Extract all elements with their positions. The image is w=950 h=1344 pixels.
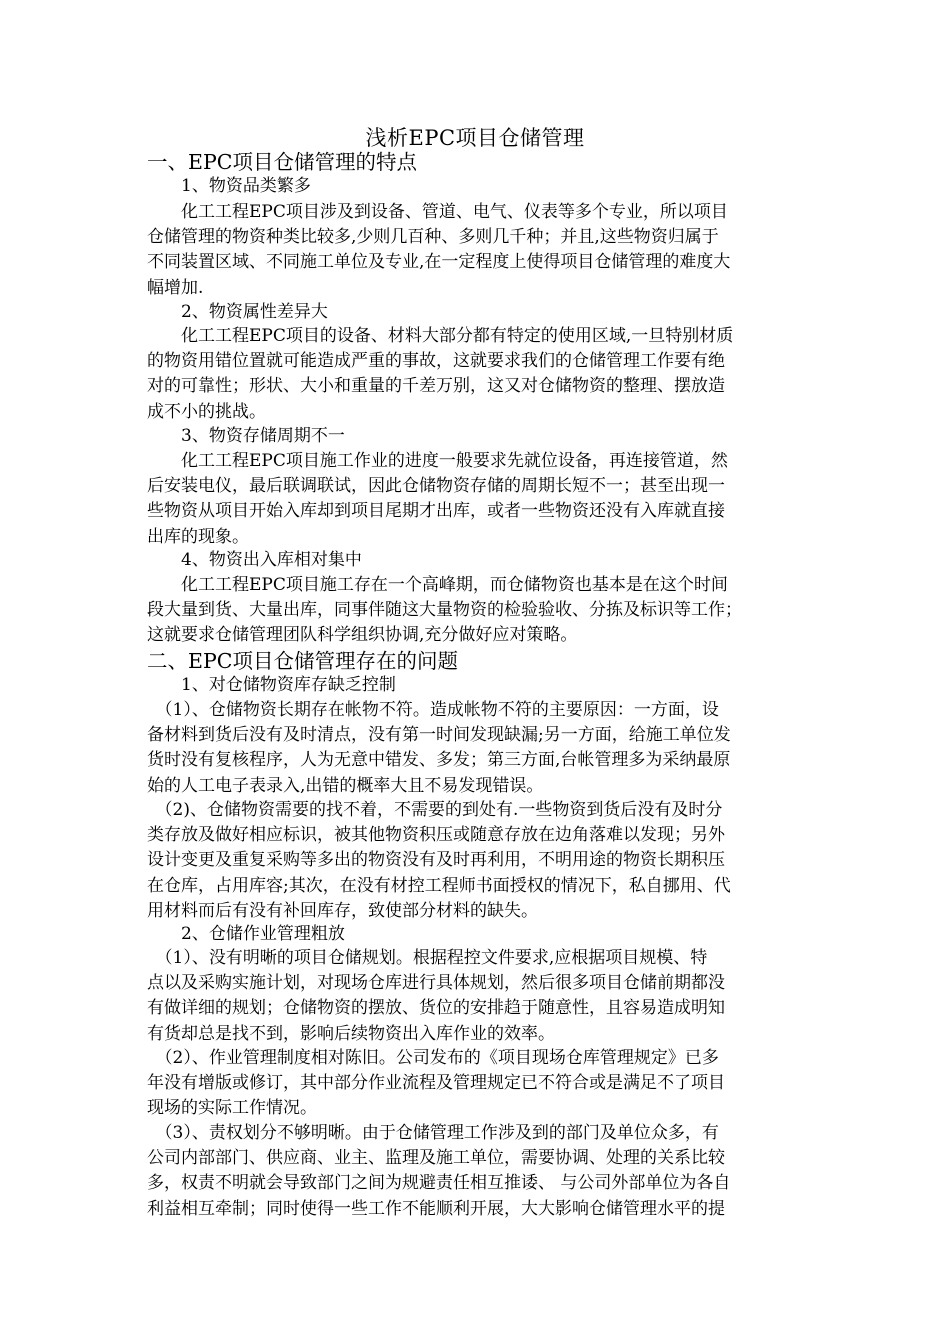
section-1-item-4-heading: 4、物资出入库相对集中	[181, 550, 362, 570]
section-2-item-1-paragraph-2	[147, 798, 815, 924]
paragraph-line: 点以及采购实施计划，对现场仓库进行具体规划，然后很多项目仓储前期都没	[147, 973, 725, 994]
paragraph-line: （2）、作业管理制度相对陈旧。公司发布的《项目现场仓库管理规定》已多	[147, 1048, 719, 1068]
paragraph-line: 多，权责不明就会导致部门之间为规避责任相互推诿、 与公司外部单位为各自	[147, 1173, 731, 1194]
paragraph-line: 化工工程EPC项目施工存在一个高峰期，而仓储物资也基本是在这个时间	[147, 575, 728, 595]
section-2-heading: 二、EPC项目仓储管理存在的问题	[147, 649, 458, 673]
section-2-item-2-paragraph-3	[147, 1121, 815, 1222]
paragraph-line: 不同装置区域、不同施工单位及专业,在一定程度上使得项目仓储管理的难度大	[147, 252, 731, 273]
paragraph-line: 仓储管理的物资种类比较多,少则几百种、多则几千种；并且,这些物资归属于	[147, 227, 719, 248]
section-1-item-2-heading: 2、物资属性差异大	[181, 302, 328, 322]
paragraph-line: 化工工程EPC项目涉及到设备、管道、电气、仪表等多个专业，所以项目	[147, 202, 728, 222]
section-1-item-3-paragraph	[147, 449, 815, 550]
paragraph-line: （3）、责权划分不够明晰。由于仓储管理工作涉及到的部门及单位众多，有	[147, 1123, 719, 1143]
section-2-item-1-paragraph-1	[147, 698, 815, 799]
section-1-item-2-paragraph	[147, 324, 815, 425]
paragraph-line: （2)、仓储物资需要的找不着，不需要的到处有.一些物资到货后没有及时分	[147, 800, 723, 820]
paragraph-line: 类存放及做好相应标识，被其他物资积压或随意存放在边角落难以发现；另外	[147, 825, 725, 846]
paragraph-line: 用材料而后有没有补回库存，致使部分材料的缺失。	[147, 900, 538, 921]
section-1-heading: 一、EPC项目仓储管理的特点	[147, 150, 417, 174]
paragraph-line: 这就要求仓储管理团队科学组织协调,充分做好应对策略。	[147, 625, 578, 646]
paragraph-line: 对的可靠性；形状、大小和重量的千差万别，这又对仓储物资的整理、摆放造	[147, 376, 725, 397]
paragraph-line: 有做详细的规划；仓储物资的摆放、货位的安排趋于随意性，且容易造成明知	[147, 998, 725, 1019]
paragraph-line: 公司内部部门、供应商、业主、监理及施工单位，需要协调、处理的关系比较	[147, 1148, 725, 1169]
paragraph-line: 化工工程EPC项目的设备、材料大部分都有特定的使用区域,一旦特别材质	[147, 326, 734, 346]
section-1-item-1-heading: 1、物资品类繁多	[181, 176, 311, 196]
section-1-item-1-paragraph	[147, 200, 815, 301]
paragraph-line: 始的人工电子表录入,出错的概率大且不易发现错误。	[147, 775, 544, 796]
section-1-item-3-heading: 3、物资存储周期不一	[181, 426, 345, 446]
paragraph-line: 有货却总是找不到，影响后续物资出入库作业的效率。	[147, 1023, 555, 1044]
section-2-item-2-heading: 2、仓储作业管理粗放	[181, 924, 345, 944]
section-2-item-2-paragraph-1	[147, 946, 815, 1047]
paragraph-line: （1）、仓储物资长期存在帐物不符。造成帐物不符的主要原因：一方面，设	[147, 700, 719, 720]
paragraph-line: 现场的实际工作情况。	[147, 1098, 317, 1119]
paragraph-line: 利益相互牵制；同时使得一些工作不能顺利开展，大大影响仓储管理水平的提	[147, 1198, 725, 1219]
paragraph-line: 后安装电仪，最后联调联试，因此仓储物资存储的周期长短不一；甚至出现一	[147, 476, 725, 497]
paragraph-line: 成不小的挑战。	[147, 401, 266, 422]
paragraph-line: 的物资用错位置就可能造成严重的事故，这就要求我们的仓储管理工作要有绝	[147, 351, 725, 372]
paragraph-line: 化工工程EPC项目施工作业的进度一般要求先就位设备，再连接管道，然	[147, 451, 728, 471]
paragraph-line: 设计变更及重复采购等多出的物资没有及时再利用，不明用途的物资长期积压	[147, 850, 725, 871]
paragraph-line: 备材料到货后没有及时清点，没有第一时间发现缺漏;另一方面，给施工单位发	[147, 725, 731, 746]
section-2-item-2-paragraph-2	[147, 1046, 815, 1122]
paragraph-line: 段大量到货、大量出库，同事伴随这大量物资的检验验收、分拣及标识等工作；	[147, 600, 742, 621]
section-1-item-4-paragraph	[147, 573, 815, 649]
paragraph-line: 些物资从项目开始入库却到项目尾期才出库，或者一些物资还没有入库就直接	[147, 501, 725, 522]
paragraph-line: 在仓库，占用库容;其次，在没有材控工程师书面授权的情况下，私自挪用、代	[147, 875, 731, 896]
paragraph-line: 货时没有复核程序，人为无意中错发、多发；第三方面,台帐管理多为采纳最原	[147, 750, 731, 771]
paragraph-line: 幅增加.	[147, 277, 204, 298]
paragraph-line: 年没有增版或修订，其中部分作业流程及管理规定已不符合或是满足不了项目	[147, 1073, 725, 1094]
paragraph-line: 出库的现象。	[147, 526, 249, 547]
section-2-item-1-heading: 1、对仓储物资库存缺乏控制	[181, 675, 396, 695]
paragraph-line: （1）、没有明晰的项目仓储规划。根据程控文件要求,应根据项目规模、特	[147, 948, 708, 968]
document-title: 浅析EPC项目仓储管理	[365, 126, 585, 150]
